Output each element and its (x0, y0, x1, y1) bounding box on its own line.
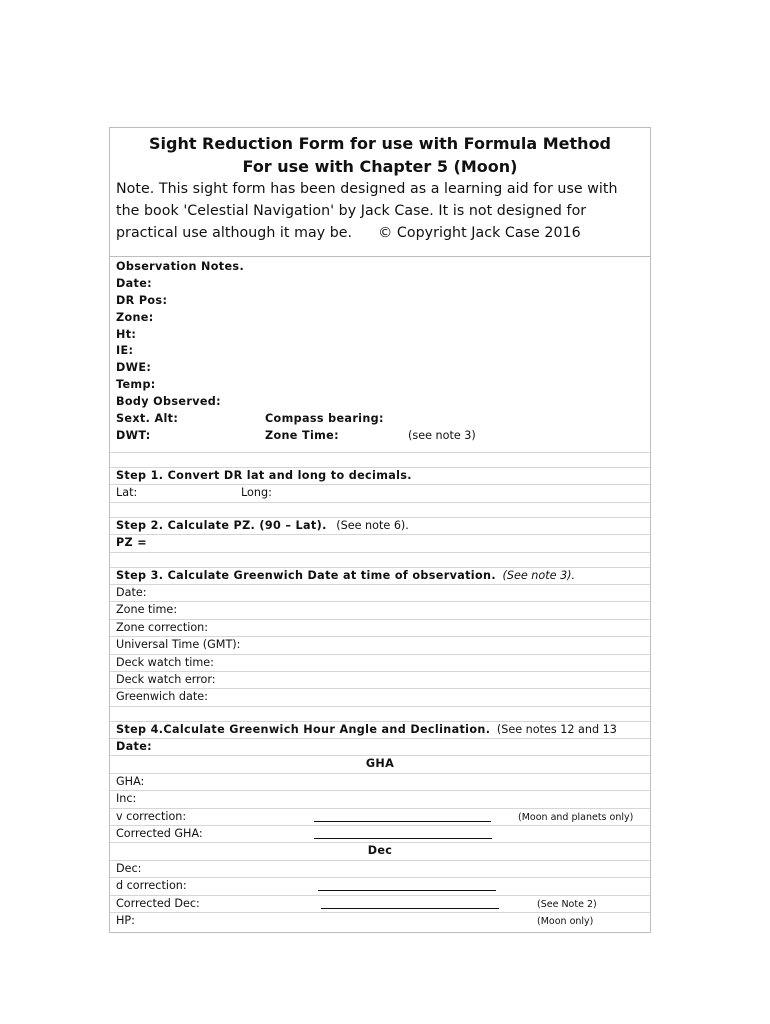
step4-v-correction-label: v correction: (116, 809, 187, 823)
sight-reduction-form (109, 127, 651, 933)
obs-sext-alt-label: Sext. Alt: (116, 412, 179, 426)
step4-d-correction-label: d correction: (116, 879, 187, 893)
note-line-1: Note. This sight form has been designed as a learning aid for use with (116, 181, 618, 197)
obs-dwt-label: DWT: (116, 428, 151, 442)
step4-corrected-gha-row (110, 826, 650, 843)
step4-corrected-gha-label: Corrected GHA: (116, 827, 203, 841)
obs-zone-time-label: Zone Time: (265, 428, 339, 442)
step4-heading: Step 4.Calculate Greenwich Hour Angle and Declination. (116, 722, 491, 736)
step3-note: (See note 3). (502, 568, 576, 582)
note-line-2: the book 'Celestial Navigation' by Jack Case. It is not designed for (116, 202, 587, 219)
spacer-row (110, 707, 650, 722)
step4-hp-row (110, 913, 650, 930)
step4-hp-label: HP: (116, 913, 135, 927)
obs-ht-label: Ht: (116, 327, 137, 341)
step3-row: Greenwich date: (110, 689, 650, 706)
obs-see-note3: (see note 3) (408, 428, 476, 442)
step3-row: Deck watch error: (110, 672, 650, 689)
spacer-row (110, 503, 650, 518)
hp-note: (Moon only) (537, 915, 594, 927)
step4-corrected-dec-label: Corrected Dec: (116, 896, 200, 910)
obs-compass-label: Compass bearing: (265, 412, 384, 426)
step2-pz-label: PZ = (110, 535, 650, 552)
step1-long-label: Long: (241, 486, 272, 500)
corrected-dec-note: (See Note 2) (537, 898, 597, 910)
dec-section-title: Dec (110, 843, 650, 860)
obs-zone-label: Zone: (116, 310, 154, 324)
obs-ie-label: IE: (116, 344, 134, 358)
step2-note: (See note 6). (336, 518, 409, 532)
step3-row: Universal Time (GMT): (110, 637, 650, 654)
step4-gha-label: GHA: (110, 774, 650, 791)
obs-dwe-label: DWE: (116, 361, 152, 375)
v-correction-note: (Moon and planets only) (518, 811, 634, 823)
step3-row: Date: (110, 585, 650, 602)
gha-section-title: GHA (110, 756, 650, 773)
obs-body-label: Body Observed: (116, 395, 221, 409)
step4-note: (See notes 12 and 13 (496, 722, 617, 736)
note-line-3: practical use although it may be. (116, 225, 353, 241)
form-title: Sight Reduction Form for use with Formula Method (148, 134, 612, 153)
step1-lat-long-row (110, 485, 650, 502)
copyright-text: © Copyright Jack Case 2016 (378, 225, 581, 241)
step1-heading: Step 1. Convert DR lat and long to decimals. (110, 468, 650, 485)
step2-heading-row (110, 518, 650, 535)
step1-lat-label: Lat: (116, 486, 138, 500)
corrected-gha-answer-line (314, 826, 492, 839)
obs-temp-label: Temp: (116, 378, 156, 392)
corrected-dec-answer-line (321, 896, 499, 909)
step4-corrected-dec-row (110, 896, 650, 913)
obs-date-label: Date: (116, 276, 152, 290)
step3-row: Zone time: (110, 602, 650, 619)
spacer-row (110, 453, 650, 468)
form-subtitle: For use with Chapter 5 (Moon) (242, 157, 518, 176)
form-note (110, 178, 650, 245)
spacer-row (110, 553, 650, 568)
step4-v-correction-row (110, 809, 650, 826)
step4-dec-label: Dec: (110, 861, 650, 878)
obs-sext-alt-row (110, 411, 650, 428)
obs-dr-pos-label: DR Pos: (116, 293, 168, 307)
step3-heading: Step 3. Calculate Greenwich Date at time of observation. (116, 568, 496, 582)
d-correction-answer-line (318, 878, 496, 891)
step3-row: Deck watch time: (110, 655, 650, 672)
observation-heading: Observation Notes. (116, 260, 245, 273)
form-header (110, 128, 650, 257)
step4-date-label: Date: (110, 739, 650, 756)
step4-inc-label: Inc: (110, 791, 650, 808)
note-line-3-wrap (116, 223, 650, 245)
v-correction-answer-line (314, 809, 491, 822)
obs-dwt-row (110, 428, 650, 445)
step2-heading: Step 2. Calculate PZ. (90 – Lat). (116, 518, 327, 532)
step4-d-correction-row (110, 878, 650, 895)
step3-row: Zone correction: (110, 620, 650, 637)
observation-notes (110, 257, 650, 453)
step4-heading-row (110, 722, 650, 739)
step3-heading-row (110, 568, 650, 585)
